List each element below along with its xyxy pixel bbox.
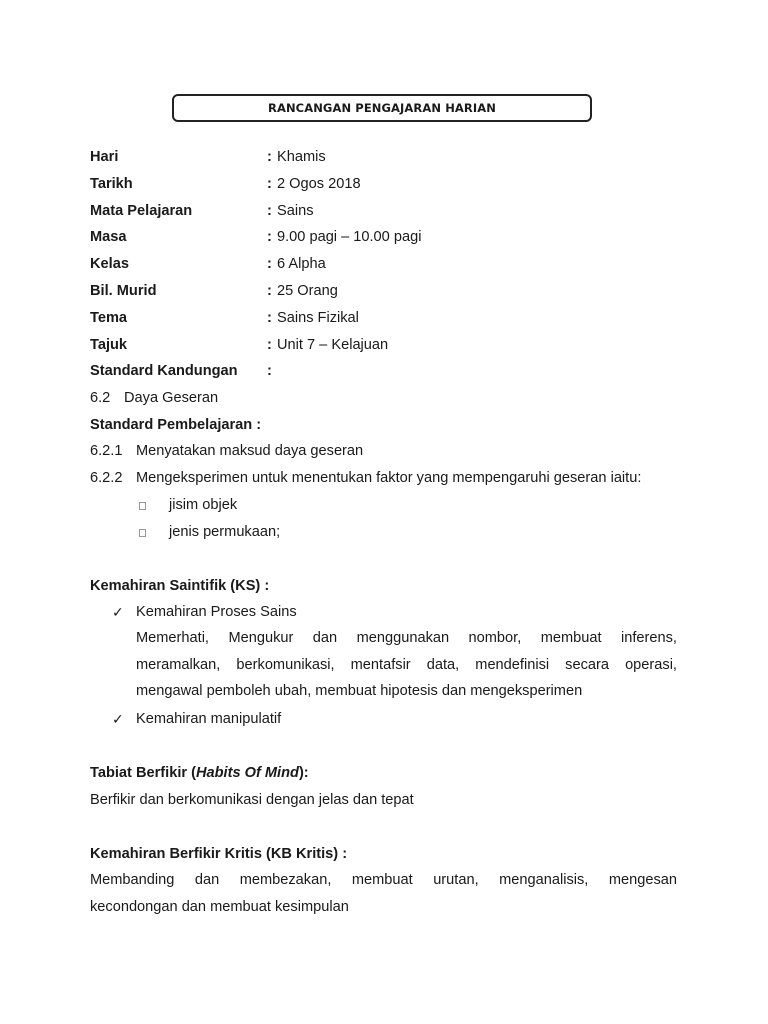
info-colon: : (267, 256, 272, 273)
info-colon: : (267, 309, 272, 326)
info-colon: : (267, 175, 272, 192)
info-row-tajuk (90, 334, 690, 361)
ks-proses-line: meramalkan, berkomunikasi, mentafsir data, mendefinisi secara operasi, (136, 656, 677, 673)
info-colon: : (267, 229, 272, 246)
kb-kritis-description (90, 867, 677, 920)
standard-pembelajaran-item (90, 467, 642, 489)
info-label: Kelas (90, 256, 129, 273)
info-label: Bil. Murid (90, 282, 157, 299)
info-label: Hari (90, 149, 119, 165)
info-table (90, 146, 690, 387)
ks-item-title: Kemahiran manipulatif (136, 711, 282, 727)
tabiat-berfikir-text: Berfikir dan berkomunikasi dengan jelas dan tepat (90, 792, 414, 808)
heading-suffix: ): (298, 765, 309, 781)
info-value: Sains (277, 202, 314, 219)
ks-proses-line: Memerhati, Mengukur dan menggunakan nombor, membuat inferens, (136, 630, 677, 646)
item-number: 6.2.2 (90, 470, 123, 486)
standard-pembelajaran-heading: Standard Pembelajaran : (90, 417, 262, 433)
info-colon: : (267, 149, 272, 165)
item-text: Mengeksperimen untuk menentukan faktor yang mempengaruhi geseran iaitu: (136, 470, 642, 486)
bullet-square-icon (139, 502, 146, 510)
item-text: Menyatakan maksud daya geseran (136, 443, 364, 459)
info-colon: : (267, 202, 272, 219)
info-value: Unit 7 – Kelajuan (277, 336, 389, 353)
info-row-hari (90, 146, 690, 173)
info-row-masa (90, 226, 690, 253)
kb-kritis-line: Membanding dan membezakan, membuat urutan, menganalisis, mengesan (90, 872, 677, 888)
ks-item-title: Kemahiran Proses Sains (136, 604, 297, 620)
info-value: 6 Alpha (277, 256, 326, 273)
sub-item: jisim objek (169, 497, 238, 513)
ks-proses-description (136, 625, 677, 705)
info-value: Khamis (277, 149, 326, 165)
info-label: Tajuk (90, 336, 128, 353)
document-title: RANCANGAN PENGAJARAN HARIAN (172, 94, 592, 122)
ks-proses-line: mengawal pemboleh ubah, membuat hipotesis dan mengeksperimen (136, 683, 583, 700)
info-label: Masa (90, 229, 127, 246)
info-row-tema (90, 307, 690, 334)
info-label: Tarikh (90, 175, 133, 192)
heading-prefix: Tabiat Berfikir ( (90, 765, 196, 781)
kemahiran-saintifik-heading: Kemahiran Saintifik (KS) : (90, 578, 270, 594)
info-value: 9.00 pagi – 10.00 pagi (277, 229, 422, 246)
info-row-mata-pelajaran (90, 200, 690, 227)
standard-pembelajaran-item (90, 440, 364, 462)
info-colon: : (267, 336, 272, 353)
tabiat-berfikir-heading (90, 762, 309, 784)
item-number: 6.2.1 (90, 443, 123, 459)
info-value: 25 Orang (277, 282, 338, 299)
info-row-bil-murid (90, 280, 690, 307)
info-row-tarikh (90, 173, 690, 200)
item-number: 6.2 (90, 390, 111, 406)
sub-item: jenis permukaan; (169, 524, 281, 540)
info-colon: : (267, 363, 272, 380)
info-value: Sains Fizikal (277, 309, 359, 326)
kb-kritis-heading: Kemahiran Berfikir Kritis (KB Kritis) : (90, 846, 348, 862)
info-row-kelas (90, 253, 690, 280)
item-text: Daya Geseran (124, 390, 219, 406)
info-row-standard-kandungan (90, 360, 690, 387)
info-label: Mata Pelajaran (90, 202, 193, 219)
info-value: 2 Ogos 2018 (277, 175, 361, 192)
bullet-square-icon (139, 529, 146, 537)
checkmark-icon: ✓ (112, 711, 124, 727)
kb-kritis-line: kecondongan dan membuat kesimpulan (90, 898, 349, 915)
standard-kandungan-item (90, 387, 219, 409)
info-label: Tema (90, 309, 128, 326)
heading-italic: Habits Of Mind (195, 765, 299, 781)
info-colon: : (267, 282, 272, 299)
info-label: Standard Kandungan (90, 363, 238, 380)
checkmark-icon: ✓ (112, 604, 124, 620)
